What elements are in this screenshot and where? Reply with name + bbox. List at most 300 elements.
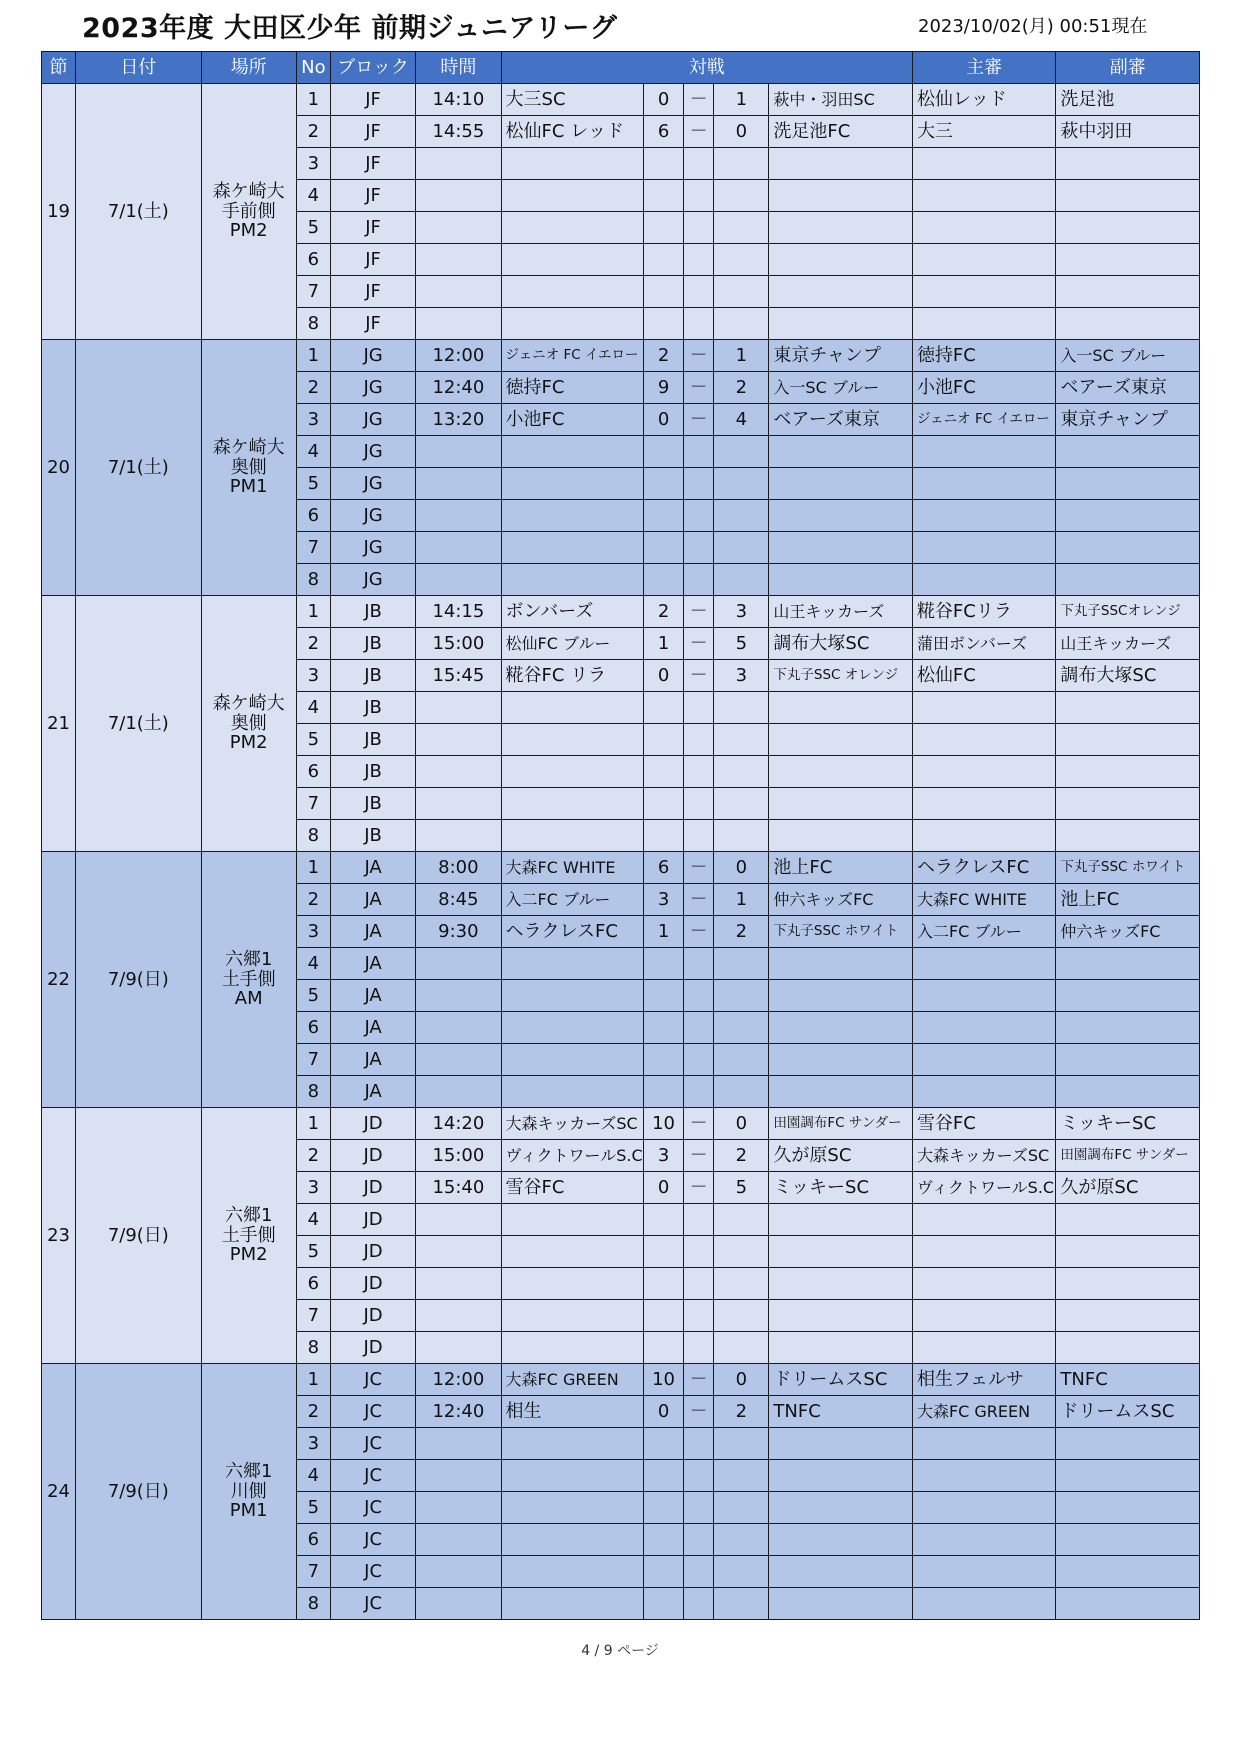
away-team <box>769 244 913 276</box>
page-title: 2023年度 大田区少年 前期ジュニアリーグ <box>82 13 618 44</box>
round-number: 19 <box>42 84 76 340</box>
away-score <box>714 1012 769 1044</box>
block-code: JD <box>330 1172 415 1204</box>
home-team <box>501 980 643 1012</box>
header-referee: 主審 <box>912 52 1055 84</box>
home-team <box>501 1236 643 1268</box>
block-code: JA <box>330 884 415 916</box>
block-code: JC <box>330 1364 415 1396</box>
assistant-referee: 久が原SC <box>1056 1172 1200 1204</box>
away-score <box>714 788 769 820</box>
kickoff-time <box>416 1012 501 1044</box>
kickoff-time: 9:30 <box>416 916 501 948</box>
score-dash: － <box>684 916 714 948</box>
kickoff-time: 15:40 <box>416 1172 501 1204</box>
match-no: 7 <box>296 1300 330 1332</box>
assistant-referee <box>1056 1332 1200 1364</box>
table-row <box>42 596 1200 628</box>
away-score <box>714 180 769 212</box>
home-team <box>501 148 643 180</box>
home-team: 相生 <box>501 1396 643 1428</box>
away-team: 田園調布FC サンダー <box>769 1108 913 1140</box>
away-team <box>769 1460 913 1492</box>
match-no: 3 <box>296 660 330 692</box>
home-team <box>501 1044 643 1076</box>
home-team <box>501 212 643 244</box>
round-group <box>42 84 1200 340</box>
home-team <box>501 1204 643 1236</box>
venue <box>201 1364 296 1620</box>
away-score: 2 <box>714 916 769 948</box>
kickoff-time <box>416 1044 501 1076</box>
away-score <box>714 820 769 852</box>
away-team: 東京チャンプ <box>769 340 913 372</box>
home-score: 6 <box>644 852 684 884</box>
home-team <box>501 1524 643 1556</box>
referee <box>912 1556 1055 1588</box>
match-no: 4 <box>296 436 330 468</box>
away-team: 洗足池FC <box>769 116 913 148</box>
assistant-referee: ベアーズ東京 <box>1056 372 1200 404</box>
venue-line: PM2 <box>229 732 268 754</box>
away-team <box>769 1332 913 1364</box>
round-number: 21 <box>42 596 76 852</box>
referee <box>912 724 1055 756</box>
assistant-referee <box>1056 148 1200 180</box>
block-code: JF <box>330 308 415 340</box>
home-team <box>501 244 643 276</box>
assistant-referee <box>1056 1012 1200 1044</box>
assistant-referee <box>1056 1268 1200 1300</box>
away-score: 3 <box>714 660 769 692</box>
away-team: 調布大塚SC <box>769 628 913 660</box>
match-date: 7/9(日) <box>76 1364 201 1620</box>
kickoff-time: 12:40 <box>416 1396 501 1428</box>
venue-line: 土手側 <box>221 1224 276 1246</box>
home-score <box>644 724 684 756</box>
away-team: 下丸子SSC ホワイト <box>769 916 913 948</box>
away-team <box>769 436 913 468</box>
venue-line: PM2 <box>229 220 268 242</box>
kickoff-time <box>416 756 501 788</box>
kickoff-time: 14:10 <box>416 84 501 116</box>
away-score <box>714 308 769 340</box>
referee <box>912 756 1055 788</box>
score-dash <box>684 436 714 468</box>
away-team: 池上FC <box>769 852 913 884</box>
home-score <box>644 1332 684 1364</box>
kickoff-time <box>416 276 501 308</box>
home-score: 0 <box>644 1172 684 1204</box>
assistant-referee <box>1056 1300 1200 1332</box>
away-team: ベアーズ東京 <box>769 404 913 436</box>
score-dash <box>684 1012 714 1044</box>
away-team <box>769 1204 913 1236</box>
home-team: 大森FC GREEN <box>501 1364 643 1396</box>
kickoff-time: 12:00 <box>416 340 501 372</box>
score-dash: － <box>684 660 714 692</box>
score-dash <box>684 820 714 852</box>
venue-line: AM <box>234 988 263 1010</box>
home-score <box>644 180 684 212</box>
away-team <box>769 468 913 500</box>
home-score <box>644 468 684 500</box>
match-no: 7 <box>296 1044 330 1076</box>
away-team <box>769 532 913 564</box>
home-score: 3 <box>644 1140 684 1172</box>
away-score <box>714 1044 769 1076</box>
away-score: 3 <box>714 596 769 628</box>
away-team <box>769 692 913 724</box>
referee: 相生フェルサ <box>912 1364 1055 1396</box>
referee: ヴィクトワールS.C <box>912 1172 1055 1204</box>
kickoff-time: 15:00 <box>416 1140 501 1172</box>
match-date: 7/9(日) <box>76 852 201 1108</box>
kickoff-time <box>416 1556 501 1588</box>
score-dash <box>684 308 714 340</box>
home-score <box>644 788 684 820</box>
assistant-referee <box>1056 724 1200 756</box>
home-team: 大森FC WHITE <box>501 852 643 884</box>
kickoff-time <box>416 468 501 500</box>
away-score <box>714 276 769 308</box>
home-score: 6 <box>644 116 684 148</box>
referee <box>912 500 1055 532</box>
assistant-referee <box>1056 1556 1200 1588</box>
block-code: JC <box>330 1428 415 1460</box>
match-no: 4 <box>296 948 330 980</box>
score-dash <box>684 276 714 308</box>
score-dash: － <box>684 1172 714 1204</box>
score-dash <box>684 212 714 244</box>
venue-line: PM2 <box>229 1244 268 1266</box>
block-code: JB <box>330 724 415 756</box>
kickoff-time <box>416 212 501 244</box>
home-score: 0 <box>644 660 684 692</box>
score-dash <box>684 1428 714 1460</box>
block-code: JG <box>330 404 415 436</box>
score-dash <box>684 148 714 180</box>
kickoff-time: 12:40 <box>416 372 501 404</box>
away-team <box>769 788 913 820</box>
match-no: 4 <box>296 1460 330 1492</box>
header-match: 対戦 <box>501 52 912 84</box>
match-no: 1 <box>296 1108 330 1140</box>
block-code: JF <box>330 244 415 276</box>
venue-line: 土手側 <box>221 968 276 990</box>
away-score <box>714 564 769 596</box>
home-score <box>644 948 684 980</box>
venue-line: 奥側 <box>230 456 267 478</box>
assistant-referee <box>1056 468 1200 500</box>
home-team <box>501 1300 643 1332</box>
home-team <box>501 692 643 724</box>
block-code: JC <box>330 1492 415 1524</box>
kickoff-time: 15:00 <box>416 628 501 660</box>
away-team <box>769 1588 913 1620</box>
away-team <box>769 820 913 852</box>
assistant-referee <box>1056 1588 1200 1620</box>
venue <box>201 596 296 852</box>
block-code: JF <box>330 116 415 148</box>
match-no: 1 <box>296 340 330 372</box>
assistant-referee: TNFC <box>1056 1364 1200 1396</box>
block-code: JF <box>330 180 415 212</box>
referee: 糀谷FCリラ <box>912 596 1055 628</box>
home-team <box>501 1492 643 1524</box>
assistant-referee: 入一SC ブルー <box>1056 340 1200 372</box>
header-assistant: 副審 <box>1056 52 1200 84</box>
home-score <box>644 532 684 564</box>
home-team <box>501 724 643 756</box>
kickoff-time <box>416 436 501 468</box>
assistant-referee <box>1056 212 1200 244</box>
away-score <box>714 1332 769 1364</box>
referee <box>912 1524 1055 1556</box>
block-code: JC <box>330 1460 415 1492</box>
table-row <box>42 1108 1200 1140</box>
kickoff-time <box>416 1076 501 1108</box>
match-no: 3 <box>296 148 330 180</box>
match-no: 5 <box>296 1236 330 1268</box>
score-dash: － <box>684 1108 714 1140</box>
assistant-referee: 萩中羽田 <box>1056 116 1200 148</box>
kickoff-time <box>416 1524 501 1556</box>
home-score <box>644 436 684 468</box>
assistant-referee <box>1056 532 1200 564</box>
table-row <box>42 84 1200 116</box>
block-code: JA <box>330 916 415 948</box>
home-team: 徳持FC <box>501 372 643 404</box>
assistant-referee <box>1056 308 1200 340</box>
venue-line: 六郷1 <box>224 1204 273 1226</box>
block-code: JB <box>330 596 415 628</box>
match-no: 1 <box>296 596 330 628</box>
venue-line: 森ケ崎大 <box>212 180 285 202</box>
home-team <box>501 1332 643 1364</box>
away-score: 2 <box>714 372 769 404</box>
home-team <box>501 436 643 468</box>
venue-line: PM1 <box>229 1500 268 1522</box>
score-dash <box>684 1556 714 1588</box>
away-score <box>714 1428 769 1460</box>
block-code: JD <box>330 1108 415 1140</box>
score-dash: － <box>684 372 714 404</box>
home-score: 0 <box>644 84 684 116</box>
schedule-table <box>41 51 1200 1620</box>
kickoff-time <box>416 980 501 1012</box>
away-score <box>714 244 769 276</box>
home-team: ボンバーズ <box>501 596 643 628</box>
header-block: ブロック <box>330 52 415 84</box>
block-code: JD <box>330 1204 415 1236</box>
match-no: 6 <box>296 1524 330 1556</box>
away-score <box>714 212 769 244</box>
block-code: JC <box>330 1396 415 1428</box>
score-dash: － <box>684 116 714 148</box>
match-no: 5 <box>296 980 330 1012</box>
match-no: 6 <box>296 1268 330 1300</box>
match-no: 2 <box>296 372 330 404</box>
away-score <box>714 1492 769 1524</box>
home-score <box>644 1588 684 1620</box>
away-score: 0 <box>714 1364 769 1396</box>
match-date: 7/9(日) <box>76 1108 201 1364</box>
assistant-referee <box>1056 1044 1200 1076</box>
away-score <box>714 1076 769 1108</box>
away-team <box>769 148 913 180</box>
away-team <box>769 724 913 756</box>
away-team: ドリームスSC <box>769 1364 913 1396</box>
block-code: JG <box>330 372 415 404</box>
referee <box>912 1588 1055 1620</box>
block-code: JG <box>330 532 415 564</box>
home-team <box>501 564 643 596</box>
away-team <box>769 212 913 244</box>
block-code: JD <box>330 1268 415 1300</box>
away-team: 仲六キッズFC <box>769 884 913 916</box>
away-score <box>714 1524 769 1556</box>
match-no: 5 <box>296 212 330 244</box>
round-group <box>42 596 1200 852</box>
score-dash <box>684 692 714 724</box>
match-no: 6 <box>296 500 330 532</box>
referee <box>912 532 1055 564</box>
home-team <box>501 820 643 852</box>
match-no: 8 <box>296 820 330 852</box>
block-code: JG <box>330 468 415 500</box>
match-no: 6 <box>296 244 330 276</box>
away-team <box>769 500 913 532</box>
away-score <box>714 1300 769 1332</box>
assistant-referee: 洗足池 <box>1056 84 1200 116</box>
score-dash <box>684 1044 714 1076</box>
referee <box>912 1076 1055 1108</box>
assistant-referee <box>1056 1492 1200 1524</box>
match-no: 3 <box>296 404 330 436</box>
score-dash: － <box>684 1140 714 1172</box>
referee <box>912 212 1055 244</box>
home-team <box>501 532 643 564</box>
block-code: JD <box>330 1236 415 1268</box>
kickoff-time <box>416 1300 501 1332</box>
referee <box>912 244 1055 276</box>
kickoff-time <box>416 948 501 980</box>
score-dash <box>684 564 714 596</box>
home-team <box>501 1076 643 1108</box>
round-number: 22 <box>42 852 76 1108</box>
home-score: 10 <box>644 1364 684 1396</box>
home-score <box>644 1492 684 1524</box>
kickoff-time: 14:55 <box>416 116 501 148</box>
referee: 松仙レッド <box>912 84 1055 116</box>
home-score <box>644 1236 684 1268</box>
kickoff-time: 8:45 <box>416 884 501 916</box>
block-code: JB <box>330 756 415 788</box>
block-code: JA <box>330 852 415 884</box>
referee <box>912 692 1055 724</box>
away-score: 0 <box>714 852 769 884</box>
score-dash: － <box>684 404 714 436</box>
referee: 小池FC <box>912 372 1055 404</box>
away-score: 0 <box>714 116 769 148</box>
match-no: 6 <box>296 1012 330 1044</box>
home-team <box>501 788 643 820</box>
round-group <box>42 1364 1200 1620</box>
block-code: JD <box>330 1300 415 1332</box>
home-team <box>501 1556 643 1588</box>
home-team: 糀谷FC リラ <box>501 660 643 692</box>
referee <box>912 1204 1055 1236</box>
match-no: 4 <box>296 1204 330 1236</box>
referee <box>912 1012 1055 1044</box>
home-score <box>644 1428 684 1460</box>
assistant-referee: ドリームスSC <box>1056 1396 1200 1428</box>
assistant-referee <box>1056 436 1200 468</box>
block-code: JC <box>330 1556 415 1588</box>
match-no: 1 <box>296 84 330 116</box>
score-dash <box>684 1236 714 1268</box>
home-score: 0 <box>644 1396 684 1428</box>
header-no: No <box>296 52 330 84</box>
block-code: JA <box>330 1076 415 1108</box>
block-code: JB <box>330 660 415 692</box>
home-team <box>501 500 643 532</box>
score-dash <box>684 180 714 212</box>
block-code: JC <box>330 1588 415 1620</box>
block-code: JF <box>330 148 415 180</box>
home-score <box>644 820 684 852</box>
home-team <box>501 468 643 500</box>
away-team: 萩中・羽田SC <box>769 84 913 116</box>
home-score <box>644 148 684 180</box>
away-team: 山王キッカーズ <box>769 596 913 628</box>
round-group <box>42 1108 1200 1364</box>
home-team <box>501 756 643 788</box>
score-dash <box>684 1492 714 1524</box>
away-score <box>714 948 769 980</box>
match-no: 5 <box>296 468 330 500</box>
match-no: 8 <box>296 1588 330 1620</box>
away-score <box>714 1236 769 1268</box>
referee: 入二FC ブルー <box>912 916 1055 948</box>
referee <box>912 820 1055 852</box>
header-time: 時間 <box>416 52 501 84</box>
score-dash: － <box>684 884 714 916</box>
referee: ジェニオ FC イエロー <box>912 404 1055 436</box>
kickoff-time <box>416 1492 501 1524</box>
away-score: 4 <box>714 404 769 436</box>
away-score <box>714 692 769 724</box>
away-team <box>769 1524 913 1556</box>
referee: 雪谷FC <box>912 1108 1055 1140</box>
venue-line: 川側 <box>230 1480 267 1502</box>
kickoff-time <box>416 532 501 564</box>
away-team <box>769 1556 913 1588</box>
away-score <box>714 532 769 564</box>
away-score <box>714 436 769 468</box>
away-score <box>714 1204 769 1236</box>
referee <box>912 1236 1055 1268</box>
home-score <box>644 564 684 596</box>
assistant-referee: 調布大塚SC <box>1056 660 1200 692</box>
score-dash <box>684 1300 714 1332</box>
match-no: 7 <box>296 1556 330 1588</box>
home-score <box>644 1556 684 1588</box>
round-group <box>42 340 1200 596</box>
match-date: 7/1(土) <box>76 340 201 596</box>
match-no: 5 <box>296 724 330 756</box>
